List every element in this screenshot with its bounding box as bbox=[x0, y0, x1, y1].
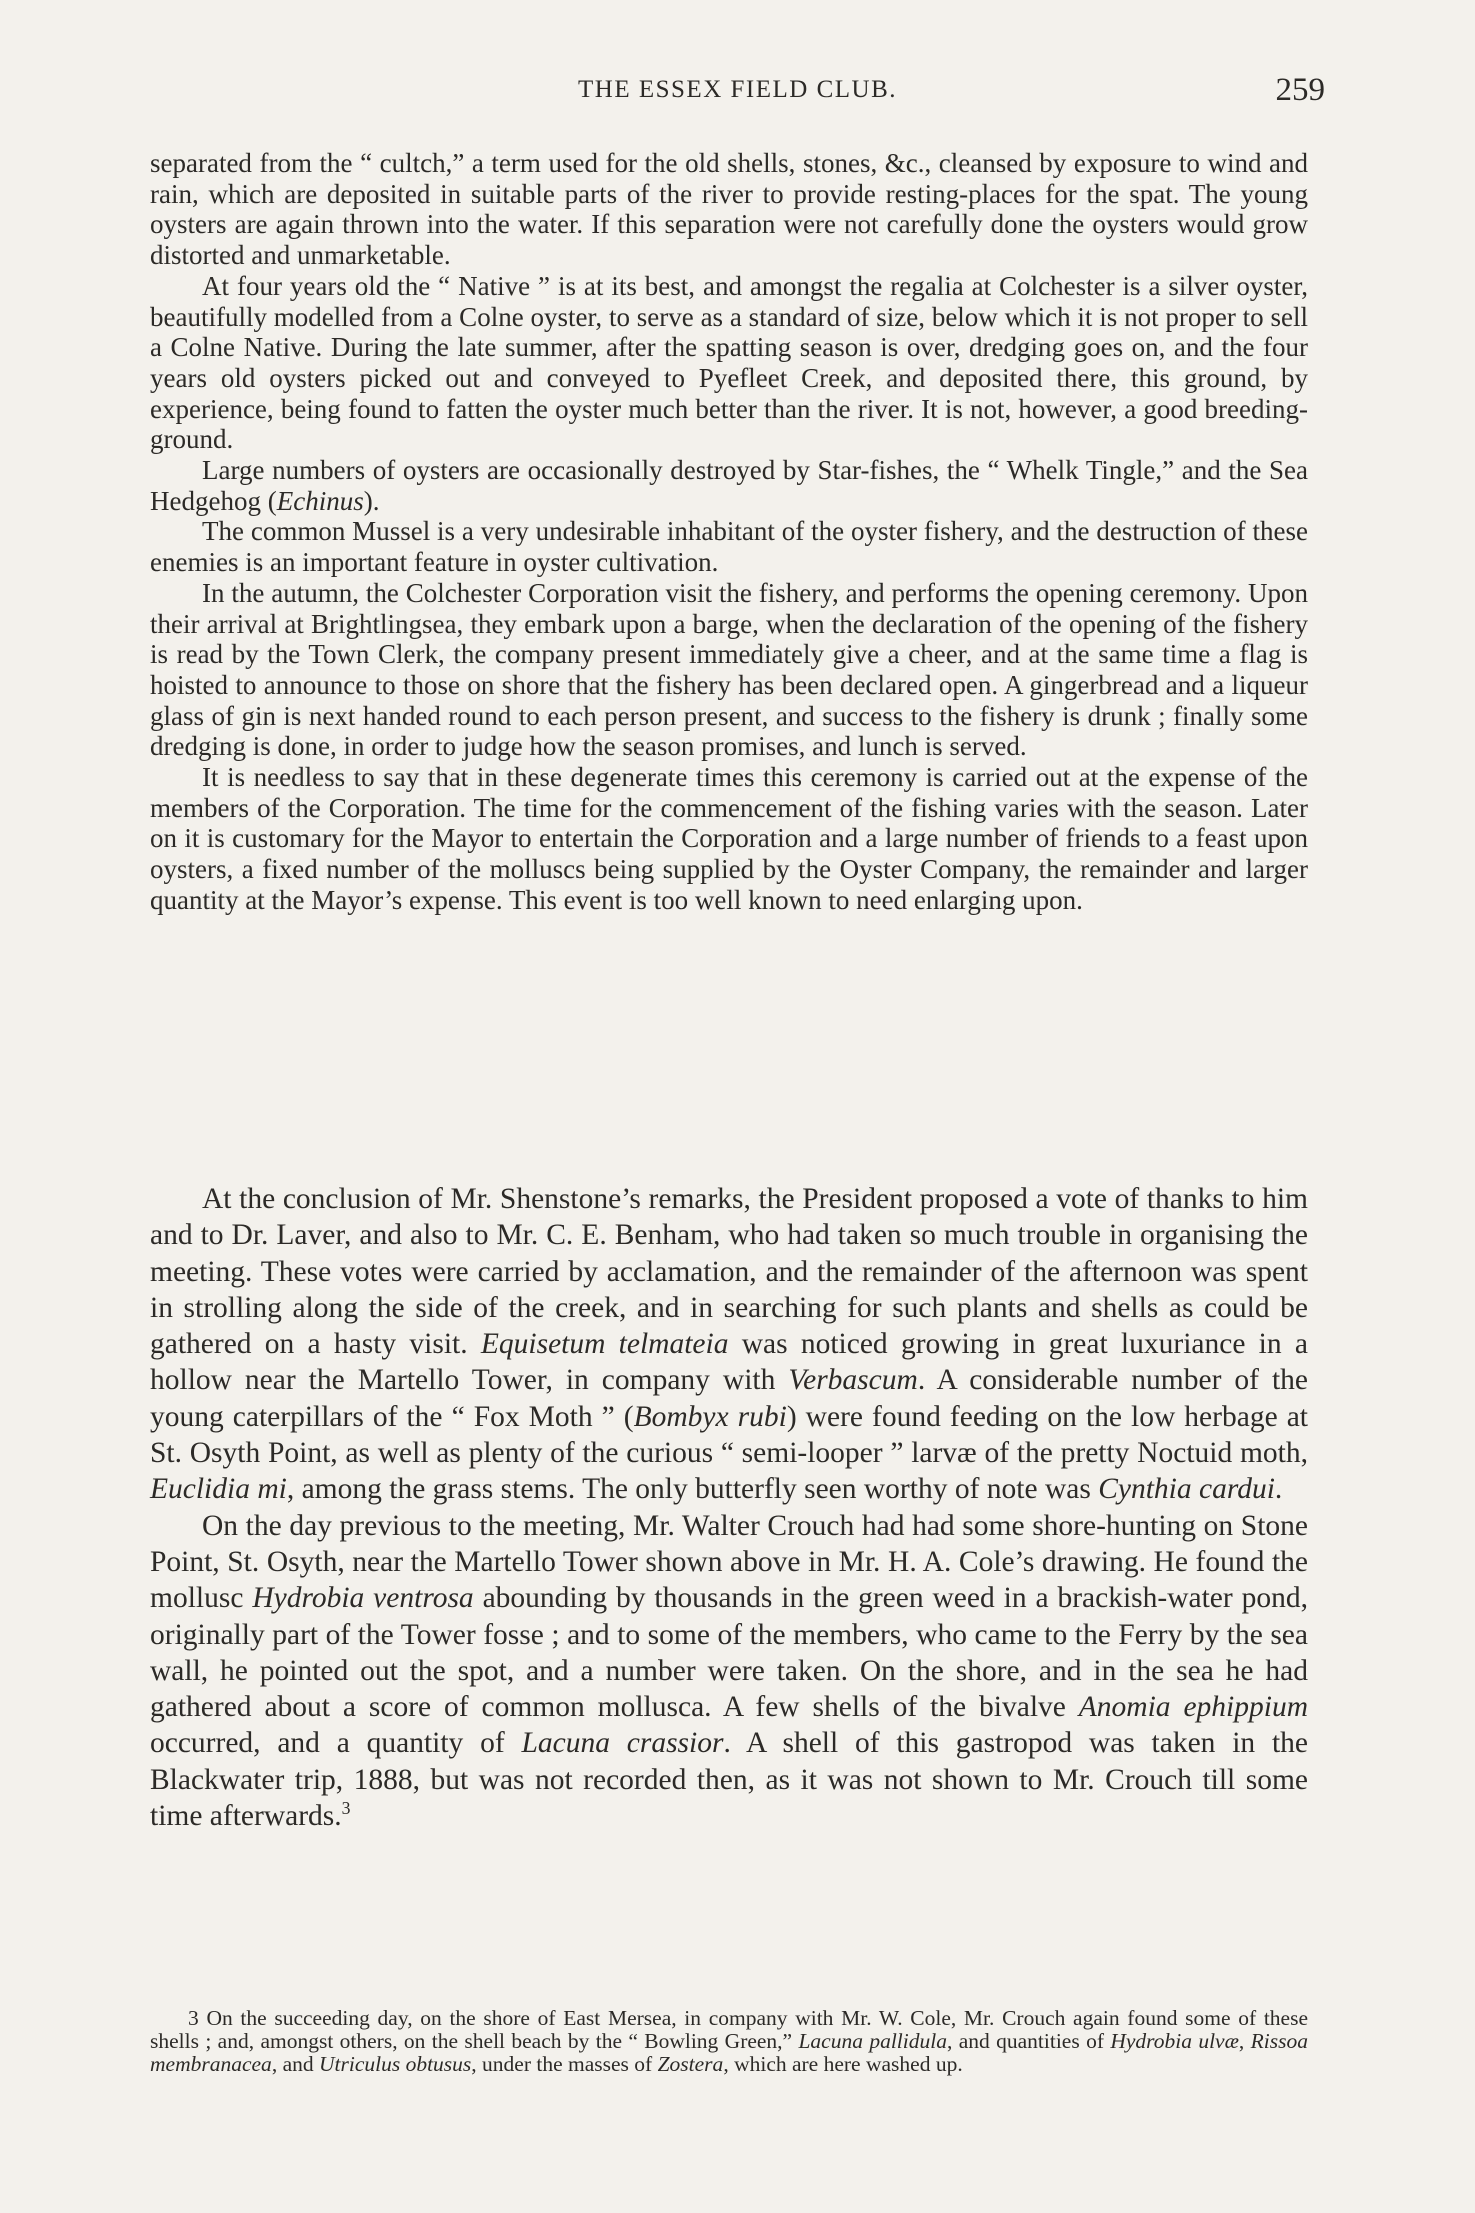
paragraph: separated from the “ cultch,” a term used for the old shells, stones, &c., cleansed by exposure to wind and rain, which are deposited in suitable parts of the river to provide resting-places for the spat. The young oysters are again thrown into the water. If this separation were not carefully done the oysters would grow distorted and unmarketable. bbox=[150, 148, 1308, 271]
taxon-name: Utriculus obtusus bbox=[318, 2052, 472, 2076]
paragraph: At the conclusion of Mr. Shenstone’s remarks, the President proposed a vote of thanks to him and to Dr. Laver, and also to Mr. C. E. Benham, who had taken so much trouble in organising the meeting. These votes were carried by acclamation, and the remainder of the afternoon was spent in strolling along the side of the creek, and in searching for such plants and shells as could be gathered on a hasty visit. Equisetum telmateia was noticed growing in great luxuriance in a hollow near the Martello Tower, in company with Verbascum. A considerable number of the young caterpillars of the “ Fox Moth ” (Bombyx rubi) were found feeding on the low herbage at St. Osyth Point, as well as plenty of the curious “ semi-looper ” larvæ of the pretty Noctuid moth, Euclidia mi, among the grass stems. The only butterfly seen worthy of note was Cynthia cardui. bbox=[150, 1183, 1308, 1506]
meeting-report-section bbox=[150, 1181, 1308, 1834]
running-title: THE ESSEX FIELD CLUB. bbox=[578, 76, 897, 103]
taxon-name: Echinus bbox=[276, 485, 364, 516]
taxon-name: Hydrobia ulvæ bbox=[1110, 2029, 1239, 2053]
taxon-name: Bombyx rubi bbox=[633, 1400, 787, 1433]
taxon-name: Verbascum bbox=[788, 1364, 918, 1397]
taxon-name: Hydrobia ventrosa bbox=[252, 1582, 474, 1615]
paragraph: Large numbers of oysters are occasionally destroyed by Star-fishes, the “ Whelk Tingle,” and the Sea Hedgehog (Echinus). bbox=[150, 455, 1308, 516]
taxon-name: Equisetum telmateia bbox=[480, 1328, 729, 1361]
footnote-reference: 3 bbox=[341, 1798, 351, 1819]
taxon-name: Lacuna crassior bbox=[521, 1727, 724, 1760]
taxon-name: Anomia ephippium bbox=[1078, 1691, 1308, 1724]
page-header bbox=[150, 72, 1325, 112]
paragraph: The common Mussel is a very undesirable inhabitant of the oyster fishery, and the destruction of these enemies is an important feature in oyster cultivation. bbox=[150, 516, 1308, 578]
footnote bbox=[150, 2007, 1308, 2076]
taxon-name: Cynthia cardui bbox=[1098, 1473, 1275, 1506]
paragraph: On the day previous to the meeting, Mr. Walter Crouch had had some shore-hunting on Stone Point, St. Osyth, near the Martello Tower shown above in Mr. H. A. Cole’s drawing. He found the mollusc Hydrobia ventrosa abounding by thousands in the green weed in a brackish-water pond, originally part of the Tower fosse ; and to some of the members, who came to the Ferry by the sea wall, he pointed out the spot, and a number were taken. On the shore, and in the sea he had gathered about a score of common mollusca. A few shells of the bivalve Anomia ephippium occurred, and a quantity of Lacuna crassior. A shell of this gastropod was taken in the Blackwater trip, 1888, but was not recorded then, as it was not shown to Mr. Crouch till some time afterwards.$^3$ bbox=[150, 1509, 1309, 1833]
paragraph: It is needless to say that in these degenerate times this ceremony is carried out at the expense of the members of the Corporation. The time for the commencement of the fishing varies with the season. Later on it is customary for the Mayor to entertain the Corporation and a large number of friends to a feast upon oysters, a fixed number of the molluscs being supplied by the Oyster Company, the remainder and larger quantity at the Mayor’s expense. This event is too well known to need enlarging upon. bbox=[150, 762, 1308, 915]
footnote-text: 3 On the succeeding day, on the shore of East Mersea, in company with Mr. W. Cole, Mr. Crouch again found some of these shells ; and, amongst others, on the shell beach by the “ Bowling Green,” Lacuna pallidula, and quantities of Hydrobia ulvæ, Rissoa membranacea, and Utriculus obtusus, under the masses of Zostera, which are here washed up. bbox=[150, 2006, 1308, 2076]
paragraph: In the autumn, the Colchester Corporation visit the fishery, and performs the opening ceremony. Upon their arrival at Brightlingsea, they embark upon a barge, when the declaration of the opening of the fishery is read by the Town Clerk, the company present immediately give a cheer, and at the same time a flag is hoisted to announce to those on shore that the fishery has been declared open. A gingerbread and a liqueur glass of gin is next handed round to each person present, and success to the fishery is drunk ; finally some dredging is done, in order to judge how the season promises, and lunch is served. bbox=[150, 577, 1308, 762]
taxon-name: Zostera bbox=[657, 2052, 724, 2076]
taxon-name: Euclidia mi bbox=[150, 1473, 287, 1506]
taxon-name: Rissoa membranacea bbox=[150, 2029, 1308, 2076]
page-number: 259 bbox=[1275, 72, 1325, 108]
paragraph: At four years old the “ Native ” is at its best, and amongst the regalia at Colchester is a silver oyster, beautifully modelled from a Colne oyster, to serve as a standard of size, below which it is not proper to sell a Colne Native. During the late summer, after the spatting season is over, dredging goes on, and the four years old oysters picked out and conveyed to Pyefleet Creek, and deposited there, this ground, by experience, being found to fatten the oyster much better than the river. It is not, however, a good breeding-ground. bbox=[150, 270, 1308, 455]
oyster-fishery-section bbox=[150, 148, 1308, 916]
taxon-name: Lacuna pallidula bbox=[798, 2029, 947, 2053]
